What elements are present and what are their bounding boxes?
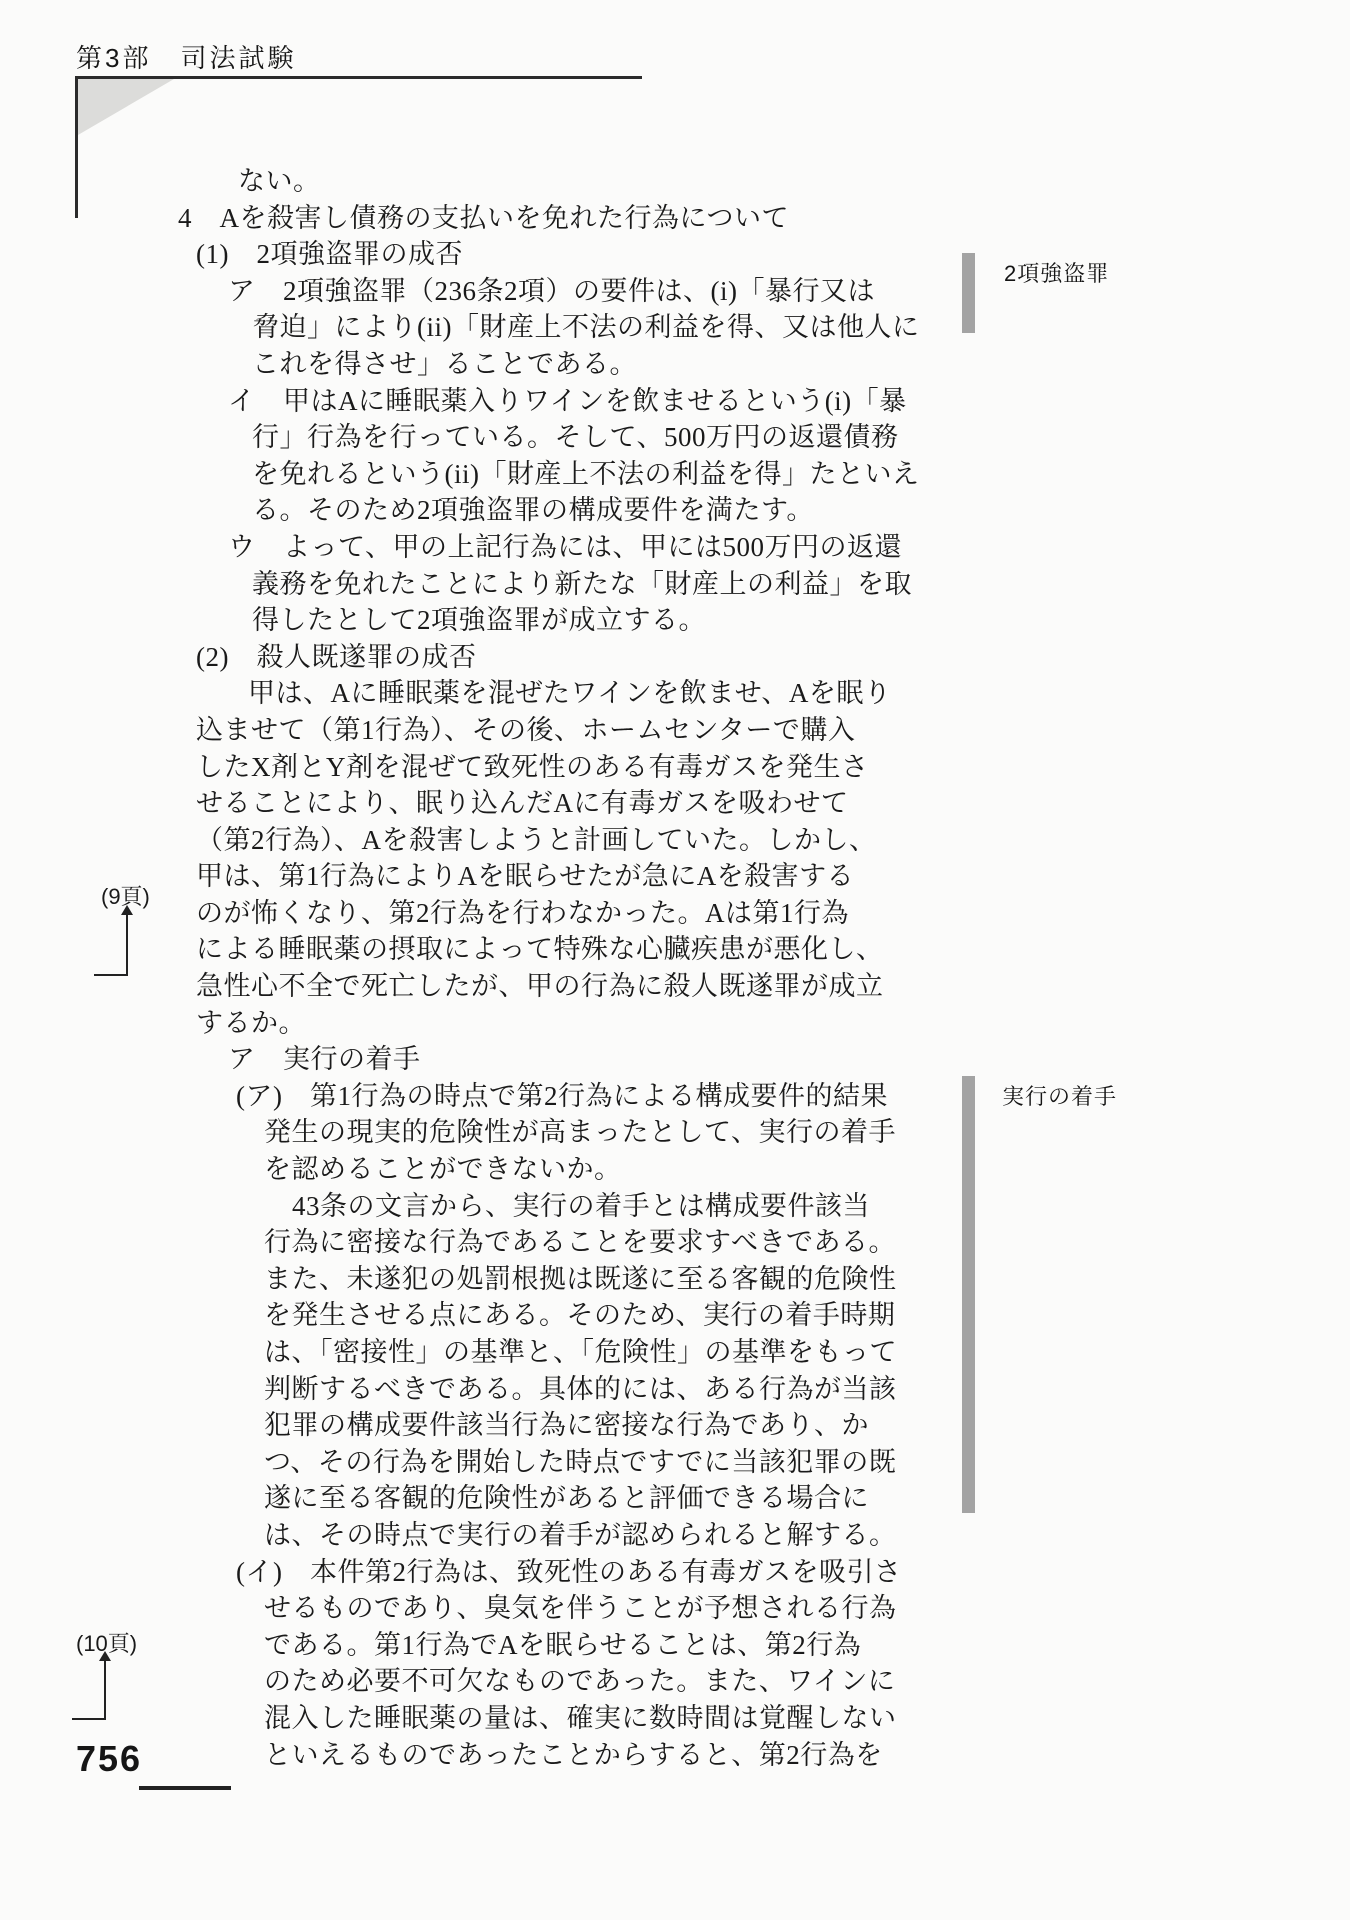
text-column [0, 163, 1000, 1773]
page-ref-arrow-line [94, 914, 128, 976]
text-line: 発生の現実的危険性が高まったとして、実行の着手 [264, 1117, 896, 1148]
text-line: 行為に密接な行為であることを要求すべきである。 [264, 1227, 896, 1258]
margin-marker-bar [962, 253, 975, 333]
paragraph [0, 163, 1000, 200]
margin-marker-bar [962, 1076, 975, 1513]
text-line: 甲は、第1行為によりAを眠らせたが急にAを殺害する [196, 861, 855, 892]
text-line: するか。 [196, 1007, 306, 1038]
text-line: せることにより、眠り込んだAに有毒ガスを吸わせて [196, 788, 849, 819]
footer-rule [139, 1786, 231, 1790]
text-line: （第2行為）、Aを殺害しようと計画していた。しかし、 [196, 824, 877, 855]
text-line: 行」行為を行っている。そして、500万円の返還債務 [252, 422, 899, 453]
paragraph [0, 200, 1000, 237]
text-line: (2) 殺人既遂罪の成否 [196, 641, 477, 672]
text-line: 急性心不全で死亡したが、甲の行為に殺人既遂罪が成立 [196, 971, 884, 1002]
text-line: 判断するべきである。具体的には、ある行為が当該 [264, 1373, 897, 1404]
text-line: のが怖くなり、第2行為を行わなかった。Aは第1行為 [196, 897, 849, 928]
text-line: 犯罪の構成要件該当行為に密接な行為であり、か [264, 1410, 869, 1441]
text-line: 脅迫」により(ii)「財産上不法の利益を得、又は他人に [252, 312, 920, 343]
page-ref-arrow-line [72, 1660, 106, 1720]
text-line: である。第1行為でAを眠らせることは、第2行為 [264, 1629, 862, 1660]
text-line: は、「密接性」の基準と、「危険性」の基準をもって [264, 1337, 897, 1367]
text-line: ウ よって、甲の上記行為には、甲には500万円の返還 [228, 531, 902, 562]
text-line: を発生させる点にある。そのため、実行の着手時期 [264, 1300, 896, 1331]
text-line: 得したとして2項強盗罪が成立する。 [252, 605, 706, 636]
page-ref-label: (10頁) [76, 1631, 138, 1656]
header-rule [75, 76, 642, 79]
text-line: せるものであり、臭気を伴うことが予想される行為 [264, 1593, 897, 1624]
text-line: したX剤とY剤を混ぜて致死性のある有毒ガスを発生さ [196, 751, 869, 782]
paragraph [0, 1188, 1000, 1554]
text-line: イ 甲はAに睡眠薬入りワインを飲ませるという(i)「暴 [228, 385, 907, 416]
paragraph [0, 529, 1000, 639]
text-line: 義務を免れたことにより新たな「財産上の利益」を取 [252, 568, 912, 599]
text-line: ア 実行の着手 [228, 1044, 421, 1075]
margin-note-label: 2項強盗罪 [1004, 261, 1110, 286]
text-line: 43条の文言から、実行の着手とは構成要件該当 [292, 1190, 870, 1221]
text-line: つ、その行為を開始した時点ですでに当該犯罪の既 [264, 1446, 897, 1477]
text-line: は、その時点で実行の着手が認められると解する。 [264, 1519, 897, 1550]
text-line: (1) 2項強盗罪の成否 [196, 239, 463, 270]
text-line: る。そのため2項強盗罪の構成要件を満たす。 [252, 495, 814, 526]
paragraph [0, 383, 1000, 529]
text-line: また、未遂犯の処罰根拠は既遂に至る客観的危険性 [264, 1263, 897, 1294]
paragraph [0, 639, 1000, 676]
paragraph [0, 1078, 1000, 1188]
margin-note-label: 実行の着手 [1002, 1084, 1118, 1109]
text-line: を免れるという(ii)「財産上不法の利益を得」たといえ [252, 458, 920, 489]
paragraph [0, 1041, 1000, 1078]
text-line: を認めることができないか。 [264, 1154, 622, 1185]
text-line: ア 2項強盗罪（236条2項）の要件は、(i)「暴行又は [228, 275, 875, 306]
text-line: 4 Aを殺害し債務の支払いを免れた行為について [178, 202, 789, 233]
text-line: のため必要不可欠なものであった。また、ワインに [264, 1666, 896, 1697]
paragraph [0, 273, 1000, 383]
text-line: これを得させ」ることである。 [252, 348, 637, 379]
corner-triangle [78, 79, 174, 135]
paragraph [0, 236, 1000, 273]
text-line: (イ) 本件第2行為は、致死性のある有毒ガスを吸引さ [236, 1556, 902, 1587]
page-header: 第3部 司法試験 [76, 43, 297, 73]
text-line: 込ませて（第1行為）、その後、ホームセンターで購入 [196, 714, 856, 745]
page-number: 756 [76, 1738, 143, 1779]
paragraph [0, 1554, 1000, 1774]
text-line: 遂に至る客観的危険性があると評価できる場合に [264, 1483, 869, 1514]
text-line: ない。 [238, 166, 321, 196]
paragraph [0, 675, 1000, 1041]
page-ref-label: (9頁) [101, 884, 150, 909]
text-line: といえるものであったことからすると、第2行為を [264, 1739, 883, 1770]
text-line: (ア) 第1行為の時点で第2行為による構成要件的結果 [236, 1080, 888, 1111]
text-line: による睡眠薬の摂取によって特殊な心臓疾患が悪化し、 [196, 934, 884, 965]
text-line: 甲は、Aに睡眠薬を混ぜたワインを飲ませ、Aを眠り [248, 678, 892, 709]
text-line: 混入した睡眠薬の量は、確実に数時間は覚醒しない [264, 1702, 897, 1733]
